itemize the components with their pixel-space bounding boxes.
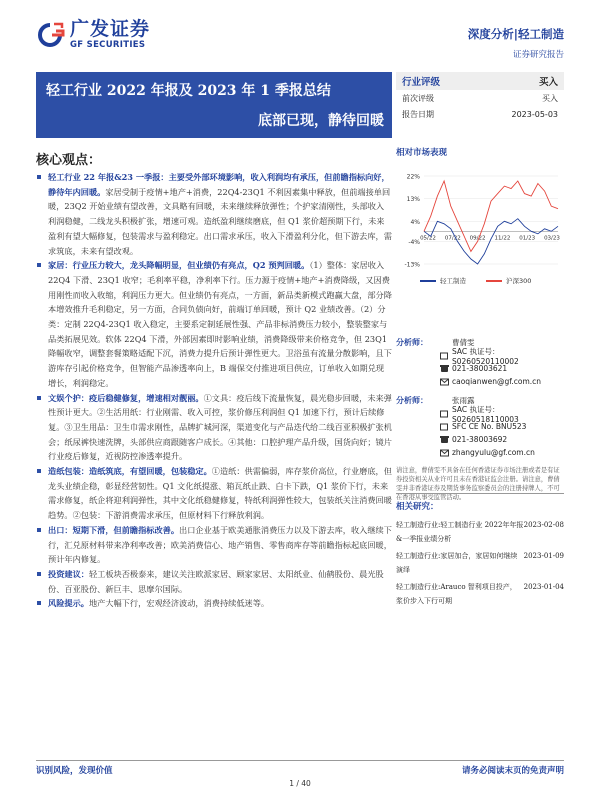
footer-disclaimer-note: 请务必阅读末页的免责声明 — [461, 766, 564, 776]
analyst-2-phone: 021-38003692 — [452, 435, 508, 444]
rating-value: 买入 — [538, 77, 558, 88]
analyst-1-email-row — [396, 375, 564, 388]
email-icon — [436, 449, 452, 457]
x-tick-label: 05/22 — [420, 235, 436, 242]
analyst-1-phone: 021-38003621 — [452, 364, 508, 373]
page-number: 1 / 40 — [289, 779, 311, 788]
related-item-text: 轻工制造行业:轻工制造行业 2022年年报&一季报业绩分析 — [396, 521, 524, 543]
legend-swatch-industry — [420, 280, 436, 282]
analyst-2-sfc-row — [396, 420, 564, 433]
bullet-export — [36, 523, 392, 567]
related-research-title: 相关研究： — [396, 502, 439, 512]
gf-logo-icon — [36, 22, 66, 48]
bullet-paper-packaging — [36, 464, 392, 523]
footer-slogan: 识别风险，发现价值 — [36, 766, 113, 776]
bullet-home-furnishing — [36, 258, 392, 390]
related-item[interactable] — [396, 580, 564, 608]
x-tick-label: 03/23 — [544, 235, 560, 242]
page-footer — [36, 763, 564, 777]
analyst-2-sac-row — [396, 404, 564, 424]
y-tick-label: 22% — [406, 173, 420, 181]
bullet-risk-warning — [36, 596, 392, 611]
phone-icon — [436, 364, 452, 373]
rating-row-previous — [396, 90, 564, 106]
certificate-icon — [436, 410, 452, 418]
legend-label-index: 沪深300 — [506, 277, 532, 285]
y-tick-label: -4% — [408, 238, 420, 246]
rating-label: 行业评级 — [402, 77, 441, 88]
page-header — [0, 0, 600, 62]
title-banner — [36, 72, 392, 138]
prev-rating-label: 前次评级 — [402, 93, 434, 103]
related-item-date: 2023-01-09 — [523, 552, 564, 560]
analyst-2-email-row — [396, 446, 564, 459]
analyst-label: 分析师： — [396, 396, 428, 405]
report-type: 证券研究报告 — [512, 50, 564, 60]
logo-chinese: 广发证券 — [70, 18, 151, 40]
related-item-text: 轻工制造行业:家居加合，家居如何继续演绎 — [396, 552, 518, 574]
analyst-1-email[interactable]: caoqianwen@gf.com.cn — [452, 377, 542, 386]
bullet-text: ①文具：疫后线下流量恢复，晨光稳步回暖，未来弹性预计更大。②生活用纸：行业刚需、收入可控，浆价修压利润但 Q1 加速下行，预计后续修复。③卫生用品：卫生巾需求刚性，品牌扩城河深，渠道变化与产品迭代给二线百亚积极扩张机会；纸尿裤快速洗牌，头部供应商跟随客户成长。④其他：口腔护理产品升级，国货向好；镜片行业疫后修复，近视防控渗透率提升。 — [48, 392, 392, 462]
report-subtitle: 底部已现，静待回暖 — [258, 113, 384, 129]
certificate-icon — [436, 423, 452, 431]
analyst-1-sac-row — [396, 346, 564, 366]
legend-item-index — [486, 276, 531, 285]
side-divider — [396, 493, 564, 494]
analyst-label: 分析师： — [396, 338, 428, 347]
chart-legend — [420, 276, 531, 285]
logo-english: GF SECURITIES — [70, 40, 146, 50]
related-item[interactable] — [396, 549, 564, 577]
analyst-1-phone-row — [396, 362, 564, 375]
bullet-head: 投资建议： — [48, 568, 89, 579]
y-tick-label: 4% — [410, 218, 420, 226]
related-item-date: 2023-02-08 — [523, 521, 564, 529]
related-research — [396, 500, 564, 611]
analyst-1-name: 曹倩雯 — [452, 338, 475, 347]
bullet-text: ①造纸：供需偏弱，库存浆价高位，行业磨底，但龙头业绩企稳，彰显经营韧性。Q1 文化纸提涨、箱瓦纸止跌、白卡下跌，Q1 浆价下行，未来需求修复，纸企将迎利润弹性，其中文化纸稳健修复，特纸利润弹性较大，包装纸关注消费回暖趋势。②包装：下游消费需求承压，但原材料下行释放利润。 — [48, 466, 392, 521]
analyst-1-sac: SAC 执证号：S0260520110002 — [452, 346, 519, 366]
bullet-text: 出口企业基于欧美通胀消费压力以及下游去库，收入继续下行，汇兑原材料带来净利率改善；欧美消费信心、地产销售、零售商库存等前瞻指标起底回暖，预计年内修复。 — [48, 524, 392, 565]
rating-box — [396, 72, 564, 122]
y-tick-label: 13% — [406, 196, 420, 204]
bullet-head: 家居：行业压力较大，龙头降幅明显，但业绩仍有亮点，Q2 预判回暖。 — [48, 260, 310, 271]
footer-divider — [36, 760, 564, 761]
analyst-2-email[interactable]: zhangyulu@gf.com.cn — [452, 448, 535, 457]
bullet-head: 造纸包装：造纸筑底，有望回暖，包装稳定。 — [48, 466, 212, 477]
analyst-section — [396, 336, 564, 459]
relative-performance-chart — [396, 166, 564, 288]
bullet-industry-summary — [36, 170, 392, 258]
legend-item-industry — [420, 276, 466, 285]
bullet-head: 轻工行业 22 年报&23 一季报：主要受外部环境影响，收入利润均有承压，但前瞻指标向好，静待年内回暖。 — [48, 172, 390, 197]
analyst-disclaimer: 请注意，曹倩雯不具备在任何香港证券市场注册或者是有证券投资相关从业许可且未在香港证监会注册。请注意，曹倩雯并非香港证券及期货事务监察委员会的注册持牌人，不可在香港从事受监管活动。 — [396, 467, 560, 501]
x-tick-label: 01/23 — [519, 235, 536, 242]
bullet-text: 轻工板块否极泰来，建议关注欧派家居、顾家家居、太阳纸业、仙鹤股份、晨光股份、百亚股份、新巨丰、思摩尔国际。 — [48, 568, 384, 594]
report-category: 深度分析|轻工制造 — [467, 27, 564, 41]
related-item-text: 轻工制造行业:Arauco 智利项目投产，浆价步入下行可期 — [396, 583, 517, 605]
email-icon — [436, 378, 452, 386]
rating-row-current — [396, 72, 564, 90]
bullet-head: 风险提示。 — [48, 598, 89, 609]
analyst-2-sac: SAC 执证号：S0260518110003 — [452, 404, 519, 424]
bullet-head: 出口：短期下滑，但前瞻指标改善。 — [48, 524, 180, 535]
related-item[interactable] — [396, 518, 564, 546]
analyst-2-name: 张雨露 — [452, 396, 475, 405]
certificate-icon — [436, 352, 452, 360]
x-tick-label: 11/22 — [494, 235, 511, 242]
rating-row-date — [396, 106, 564, 122]
legend-swatch-index — [486, 280, 502, 282]
bullet-text: 地产大幅下行，宏观经济波动，消费持续低迷等。 — [88, 598, 270, 609]
report-title: 轻工行业 2022 年报及 2023 年 1 季报总结 — [46, 83, 331, 99]
bullet-text: 家居受制于疫情+地产+消费，22Q4-23Q1 不利因素集中释放，但前端接单回暖，23Q2 开始业绩有望改善，文具略有回暖，未来继续释放弹性；个护家清刚性，头部收入利润稳健，二线龙头积极扩张，增速可观。造纸盈利继续磨底，但 Q1 浆价超预期下行，未来盈利有望大幅修复，包装需求与盈利稳定。出口需求承压，收入下滑盈利分化，但下游去库，需求筑底，未来有望改观。 — [48, 186, 392, 256]
legend-label-industry: 轻工制造 — [440, 277, 466, 285]
y-tick-label: -13% — [404, 261, 420, 269]
core-views-body — [36, 170, 392, 611]
report-date-value: 2023-05-03 — [511, 109, 558, 119]
report-date-label: 报告日期 — [402, 109, 434, 119]
prev-rating-value: 买入 — [542, 93, 558, 103]
bullet-head: 文娱个护：疫后稳健修复，增速相对靓丽。 — [48, 392, 204, 403]
x-tick-label: 07/22 — [444, 235, 461, 242]
phone-icon — [436, 435, 452, 444]
gf-logo — [36, 20, 150, 50]
related-item-date: 2023-01-04 — [523, 583, 564, 591]
core-views-heading: 核心观点： — [36, 153, 102, 168]
bullet-text: （1）整体：家居收入 22Q4 下滑、23Q1 收窄；毛利率平稳，净利率下行。压力源于疫情+地产+消费降级，又因费用刚性而收入收缩，利润压力更大。但业绩仍有亮点，一方面，新品类新模式跑赢大盘，部分降本增效推升毛利稳定，另一方面，合同负债向好，前端订单回暖，预计 Q2 业绩改善。（2）分类：定制 22Q4-23Q1 收入稳定，主要系定制延展性强、产品非标消费压力较小，整装整家与品类拓展见效。软体 22Q4 下滑，外部因素即时影响业绩，消费降级带来价格竞争，但 23Q1 降幅收窄，调整套餐策略适配下沉，消费力提升后预计弹性更大。卫浴虽有流量分散影响，且下游库存引起价格竞争，但智能产品渗透率向上，B 端保交付推进项目供应，订单收入如期兑现增长，利润稳定。 — [48, 260, 392, 388]
x-tick-label: 09/22 — [469, 235, 486, 242]
analyst-2-sfc: SFC CE No. BNU523 — [452, 422, 527, 431]
analyst-2-phone-row — [396, 433, 564, 446]
bullet-investment-advice — [36, 567, 392, 596]
bullet-stationery-personal-care — [36, 391, 392, 465]
market-performance-title: 相对市场表现 — [396, 148, 448, 158]
